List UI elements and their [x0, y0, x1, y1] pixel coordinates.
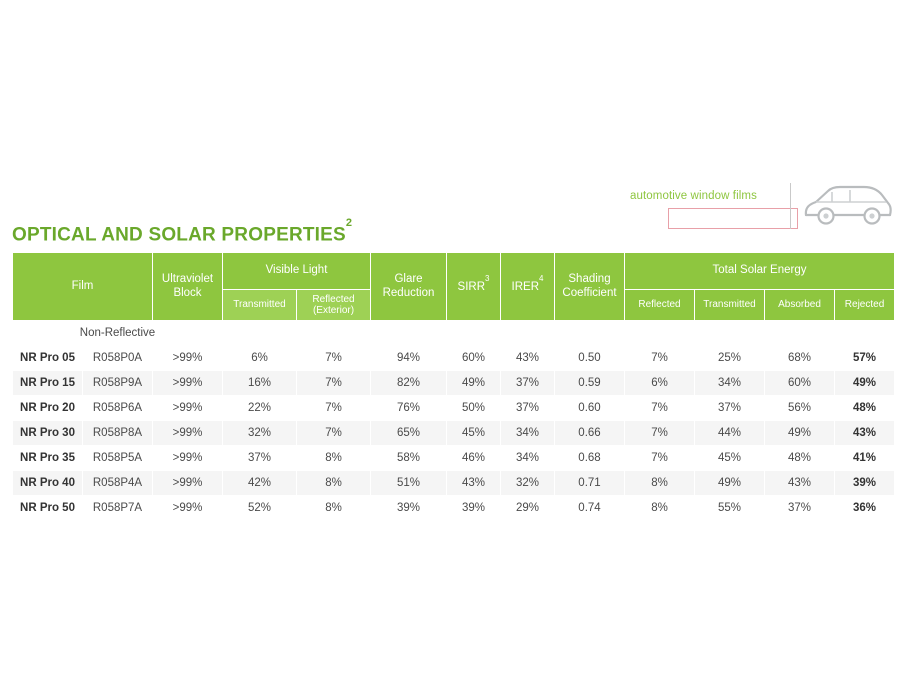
- cell-tse-rejected: 48%: [835, 396, 895, 421]
- properties-table: [12, 252, 888, 521]
- cell-tse-absorbed: 43%: [765, 471, 835, 496]
- page-title-text: OPTICAL AND SOLAR PROPERTIES: [12, 224, 346, 246]
- cell-vlr: 7%: [297, 396, 371, 421]
- section-blank: [501, 321, 555, 346]
- cell-tse-transmitted: 49%: [695, 471, 765, 496]
- header-sirr: [447, 253, 501, 321]
- header-total-solar-energy: Total Solar Energy: [625, 253, 895, 290]
- table-row: [13, 396, 895, 421]
- header-visible-reflected-line1: Reflected: [312, 293, 355, 305]
- cell-vlr: 8%: [297, 496, 371, 521]
- section-blank: [297, 321, 371, 346]
- table-row: [13, 346, 895, 371]
- cell-film: NR Pro 35: [13, 446, 83, 471]
- cell-code: R058P4A: [83, 471, 153, 496]
- cell-tse-reflected: 6%: [625, 371, 695, 396]
- cell-uv: >99%: [153, 396, 223, 421]
- cell-shading: 0.66: [555, 421, 625, 446]
- brand-logo-placeholder: [668, 208, 798, 229]
- cell-tse-rejected: 36%: [835, 496, 895, 521]
- cell-uv: >99%: [153, 496, 223, 521]
- cell-film: NR Pro 30: [13, 421, 83, 446]
- cell-irer: 37%: [501, 396, 555, 421]
- header-shading-line1: Shading: [568, 272, 611, 285]
- section-blank: [835, 321, 895, 346]
- cell-tse-rejected: 43%: [835, 421, 895, 446]
- table-row: [13, 471, 895, 496]
- header-irer: [501, 253, 555, 321]
- header-glare-reduction: [371, 253, 447, 321]
- cell-glare: 51%: [371, 471, 447, 496]
- header-visible-reflected-line2: (Exterior): [312, 305, 355, 316]
- cell-irer: 43%: [501, 346, 555, 371]
- cell-tse-rejected: 49%: [835, 371, 895, 396]
- cell-tse-absorbed: 56%: [765, 396, 835, 421]
- cell-glare: 65%: [371, 421, 447, 446]
- cell-vlr: 7%: [297, 371, 371, 396]
- cell-shading: 0.74: [555, 496, 625, 521]
- header-tse-rejected: Rejected: [835, 290, 895, 321]
- cell-tse-absorbed: 49%: [765, 421, 835, 446]
- cell-tse-reflected: 8%: [625, 496, 695, 521]
- cell-tse-absorbed: 48%: [765, 446, 835, 471]
- cell-tse-rejected: 39%: [835, 471, 895, 496]
- page-title: [12, 217, 353, 246]
- cell-tse-absorbed: 37%: [765, 496, 835, 521]
- cell-film: NR Pro 50: [13, 496, 83, 521]
- header-visible-reflected: [297, 290, 371, 321]
- section-blank: [765, 321, 835, 346]
- cell-vlt: 32%: [223, 421, 297, 446]
- cell-sirr: 46%: [447, 446, 501, 471]
- cell-tse-rejected: 57%: [835, 346, 895, 371]
- table-row: [13, 421, 895, 446]
- cell-shading: 0.60: [555, 396, 625, 421]
- cell-glare: 82%: [371, 371, 447, 396]
- cell-vlt: 6%: [223, 346, 297, 371]
- cell-irer: 29%: [501, 496, 555, 521]
- cell-irer: 32%: [501, 471, 555, 496]
- header-glare-line1: Glare: [394, 273, 423, 286]
- cell-film: NR Pro 20: [13, 396, 83, 421]
- cell-vlt: 42%: [223, 471, 297, 496]
- cell-vlr: 8%: [297, 446, 371, 471]
- header-sirr-text: SIRR: [457, 281, 486, 294]
- cell-tse-transmitted: 55%: [695, 496, 765, 521]
- table-section-row: [13, 321, 895, 346]
- cell-code: R058P5A: [83, 446, 153, 471]
- cell-sirr: 50%: [447, 396, 501, 421]
- cell-vlr: 8%: [297, 471, 371, 496]
- cell-code: R058P8A: [83, 421, 153, 446]
- cell-glare: 58%: [371, 446, 447, 471]
- header-irer-sup: 4: [539, 274, 544, 284]
- cell-shading: 0.68: [555, 446, 625, 471]
- cell-tse-reflected: 8%: [625, 471, 695, 496]
- brand-divider: [790, 183, 791, 229]
- cell-sirr: 39%: [447, 496, 501, 521]
- cell-tse-reflected: 7%: [625, 446, 695, 471]
- header-film: Film: [13, 253, 153, 321]
- cell-tse-reflected: 7%: [625, 396, 695, 421]
- header-shading-line2: Coefficient: [562, 286, 617, 299]
- cell-sirr: 60%: [447, 346, 501, 371]
- cell-uv: >99%: [153, 446, 223, 471]
- page-title-superscript: 2: [345, 217, 353, 230]
- header-tse-absorbed: Absorbed: [765, 290, 835, 321]
- cell-vlt: 16%: [223, 371, 297, 396]
- cell-vlt: 37%: [223, 446, 297, 471]
- cell-tse-reflected: 7%: [625, 346, 695, 371]
- header-uv-block: Ultraviolet Block: [153, 253, 223, 321]
- cell-uv: >99%: [153, 471, 223, 496]
- header-visible-transmitted: Transmitted: [223, 290, 297, 321]
- section-blank: [447, 321, 501, 346]
- table-row: [13, 446, 895, 471]
- cell-tse-rejected: 41%: [835, 446, 895, 471]
- header-tse-reflected: Reflected: [625, 290, 695, 321]
- cell-uv: >99%: [153, 421, 223, 446]
- header-visible-light: Visible Light: [223, 253, 371, 290]
- cell-vlr: 7%: [297, 421, 371, 446]
- cell-shading: 0.50: [555, 346, 625, 371]
- section-blank: [625, 321, 695, 346]
- cell-tse-transmitted: 25%: [695, 346, 765, 371]
- cell-irer: 37%: [501, 371, 555, 396]
- header-shading-coefficient: [555, 253, 625, 321]
- cell-code: R058P9A: [83, 371, 153, 396]
- table-row: [13, 371, 895, 396]
- cell-tse-absorbed: 68%: [765, 346, 835, 371]
- brand-tagline: automotive window films: [630, 190, 757, 202]
- cell-sirr: 49%: [447, 371, 501, 396]
- header-tse-transmitted: Transmitted: [695, 290, 765, 321]
- cell-shading: 0.59: [555, 371, 625, 396]
- section-blank: [555, 321, 625, 346]
- cell-tse-transmitted: 37%: [695, 396, 765, 421]
- cell-tse-reflected: 7%: [625, 421, 695, 446]
- cell-glare: 94%: [371, 346, 447, 371]
- brand-strip: [630, 190, 890, 240]
- cell-tse-transmitted: 34%: [695, 371, 765, 396]
- section-label: Non-Reflective: [13, 321, 223, 346]
- section-blank: [371, 321, 447, 346]
- cell-film: NR Pro 05: [13, 346, 83, 371]
- table-row: [13, 496, 895, 521]
- cell-glare: 39%: [371, 496, 447, 521]
- cell-uv: >99%: [153, 346, 223, 371]
- cell-glare: 76%: [371, 396, 447, 421]
- cell-code: R058P7A: [83, 496, 153, 521]
- cell-vlr: 7%: [297, 346, 371, 371]
- cell-irer: 34%: [501, 421, 555, 446]
- cell-tse-absorbed: 60%: [765, 371, 835, 396]
- section-blank: [695, 321, 765, 346]
- cell-vlt: 22%: [223, 396, 297, 421]
- header-irer-text: IRER: [511, 281, 540, 294]
- cell-sirr: 43%: [447, 471, 501, 496]
- table-body: [13, 321, 895, 521]
- header-sirr-sup: 3: [485, 274, 490, 284]
- section-blank: [223, 321, 297, 346]
- cell-uv: >99%: [153, 371, 223, 396]
- cell-irer: 34%: [501, 446, 555, 471]
- cell-code: R058P6A: [83, 396, 153, 421]
- cell-vlt: 52%: [223, 496, 297, 521]
- cell-film: NR Pro 40: [13, 471, 83, 496]
- cell-code: R058P0A: [83, 346, 153, 371]
- car-icon: [802, 181, 894, 232]
- cell-tse-transmitted: 45%: [695, 446, 765, 471]
- cell-film: NR Pro 15: [13, 371, 83, 396]
- cell-tse-transmitted: 44%: [695, 421, 765, 446]
- header-glare-line2: Reduction: [382, 286, 435, 299]
- cell-shading: 0.71: [555, 471, 625, 496]
- cell-sirr: 45%: [447, 421, 501, 446]
